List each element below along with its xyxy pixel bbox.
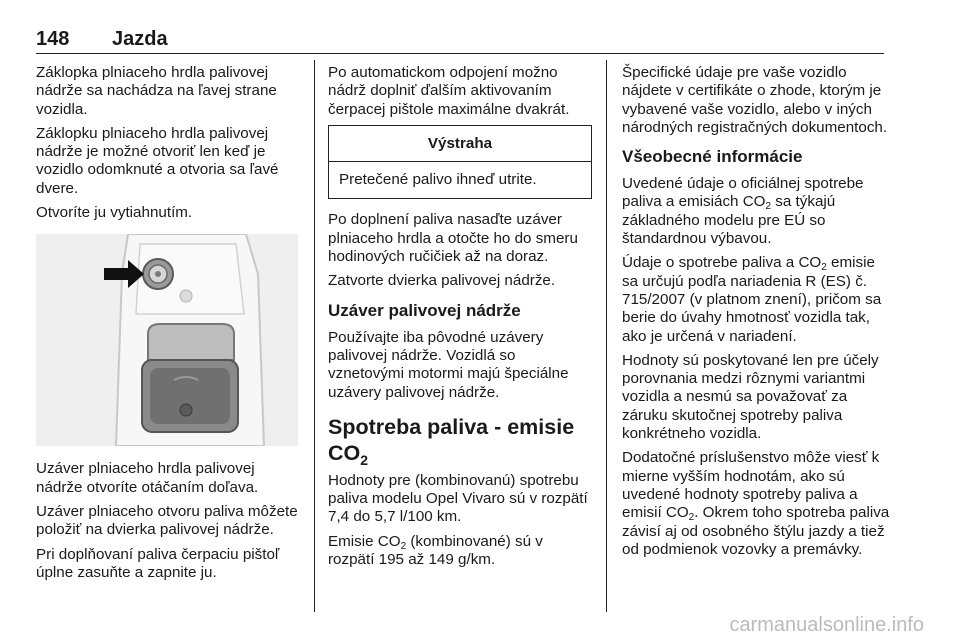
page-number: 148 (36, 28, 70, 50)
subscript: 2 (821, 262, 827, 274)
text-run: Údaje o spotrebe paliva a CO (622, 254, 822, 272)
header-rule (36, 53, 884, 54)
filler-cap (143, 259, 173, 289)
subscript: 2 (688, 512, 695, 524)
subheading-fuel-cap: Uzáver palivovej nádrže (328, 300, 521, 320)
subscript: 2 (765, 201, 772, 213)
column-2 (328, 64, 592, 575)
paragraph (328, 533, 592, 570)
paragraph: Po automatickom odpojení možno nádrž doplniť ďalším aktivovaním čerpacej pištole maximálne dvakrát. (328, 64, 570, 118)
text-run: Dodatočné príslušenstvo môže viesť k mierne vyšším hodnotám, ako sú uvedené hodnoty spotreby paliva a emisií CO (622, 449, 880, 522)
paragraph: Pri doplňovaní paliva čerpaciu pištoľ úplne zasuňte a zapnite ju. (36, 545, 280, 581)
fuel-cap-figure (36, 234, 298, 446)
column-divider-2 (606, 60, 607, 612)
paragraph (622, 449, 892, 559)
section-title: Jazda (112, 28, 168, 50)
subscript: 2 (400, 540, 407, 552)
paragraph: Záklopku plniaceho hrdla palivovej nádrže je možné otvoriť len keď je vozidlo odomknuté a otvoria sa ľavé dvere. (36, 124, 279, 197)
subscript: 2 (360, 451, 369, 468)
text-run: Emisie CO (328, 532, 401, 550)
subheading-general-info: Všeobecné informácie (622, 147, 803, 167)
column-divider-1 (314, 60, 315, 612)
paragraph: Záklopka plniaceho hrdla palivovej nádrže sa nachádza na ľavej strane vozidla. (36, 64, 277, 118)
paragraph: Otvoríte ju vytiahnutím. (36, 204, 193, 222)
column-1 (36, 64, 298, 588)
page-header (36, 28, 884, 54)
text-run: Uvedené údaje o oficiálnej spotrebe paliva a emisiách CO (622, 175, 864, 211)
watermark: carmanualsonline.info (729, 614, 924, 636)
paragraph: Uzáver plniaceho hrdla palivovej nádrže otvoríte otáčaním doľava. (36, 460, 259, 496)
paragraph: Hodnoty pre (kombinovanú) spotrebu paliva modelu Opel Vivaro sú v rozpätí 7,4 do 5,7 l/100 km. (328, 471, 588, 526)
paragraph: Používajte iba pôvodné uzávery palivovej nádrže. Vozidlá so vznetovými motormi majú špeciálne uzávery palivovej nádrže. (328, 328, 569, 401)
paragraph: Zatvorte dvierka palivovej nádrže. (328, 272, 556, 290)
text-run: emisie sa určujú podľa nariadenia R (ES) č. 715/2007 (v platnom znení), pričom sa berie do úvahy hmotnosť vozidla tak, ako je určená v nariadení. (622, 254, 882, 345)
fuel-cap-illustration (36, 234, 298, 446)
text-run: . Okrem toho spotreba paliva závisí aj od osobného štýlu jazdy a tiež od podmienok vozovky a premávky. (622, 504, 890, 558)
text-run: (kombinované) sú v rozpätí 195 až 149 g/km. (328, 532, 543, 569)
section-heading-consumption (328, 414, 592, 466)
paragraph: Hodnoty sú poskytované len pre účely porovnania medzi rôznymi variantmi vozidla a nesmú sa považovať za záruku skutočnej spotreby paliva konkrétneho vozidla. (622, 351, 879, 443)
paragraph: Uzáver plniaceho otvoru paliva môžete položiť na dvierka palivovej nádrže. (36, 502, 298, 539)
column-3 (622, 64, 892, 565)
warning-text: Pretečené palivo ihneď utrite. (339, 171, 537, 189)
warning-title: Výstraha (329, 126, 591, 162)
warning-box (328, 125, 592, 200)
paragraph (622, 175, 892, 248)
fuel-door-flap (142, 324, 238, 432)
paragraph (622, 254, 892, 345)
text-run: sa týkajú základného modelu pre EÚ so štandardnou výbavou. (622, 193, 836, 248)
paragraph: Po doplnení paliva nasaďte uzáver plniaceho hrdla a otočte ho do smeru hodinových ručičiek až na doraz. (328, 211, 578, 266)
heading-text: Spotreba paliva - emisie CO (328, 414, 575, 465)
paragraph: Špecifické údaje pre vaše vozidlo nájdete v certifikáte o zhode, ktorým je vybavené vaše vozidlo, alebo v iných národných registračných dokumentoch. (622, 64, 888, 136)
